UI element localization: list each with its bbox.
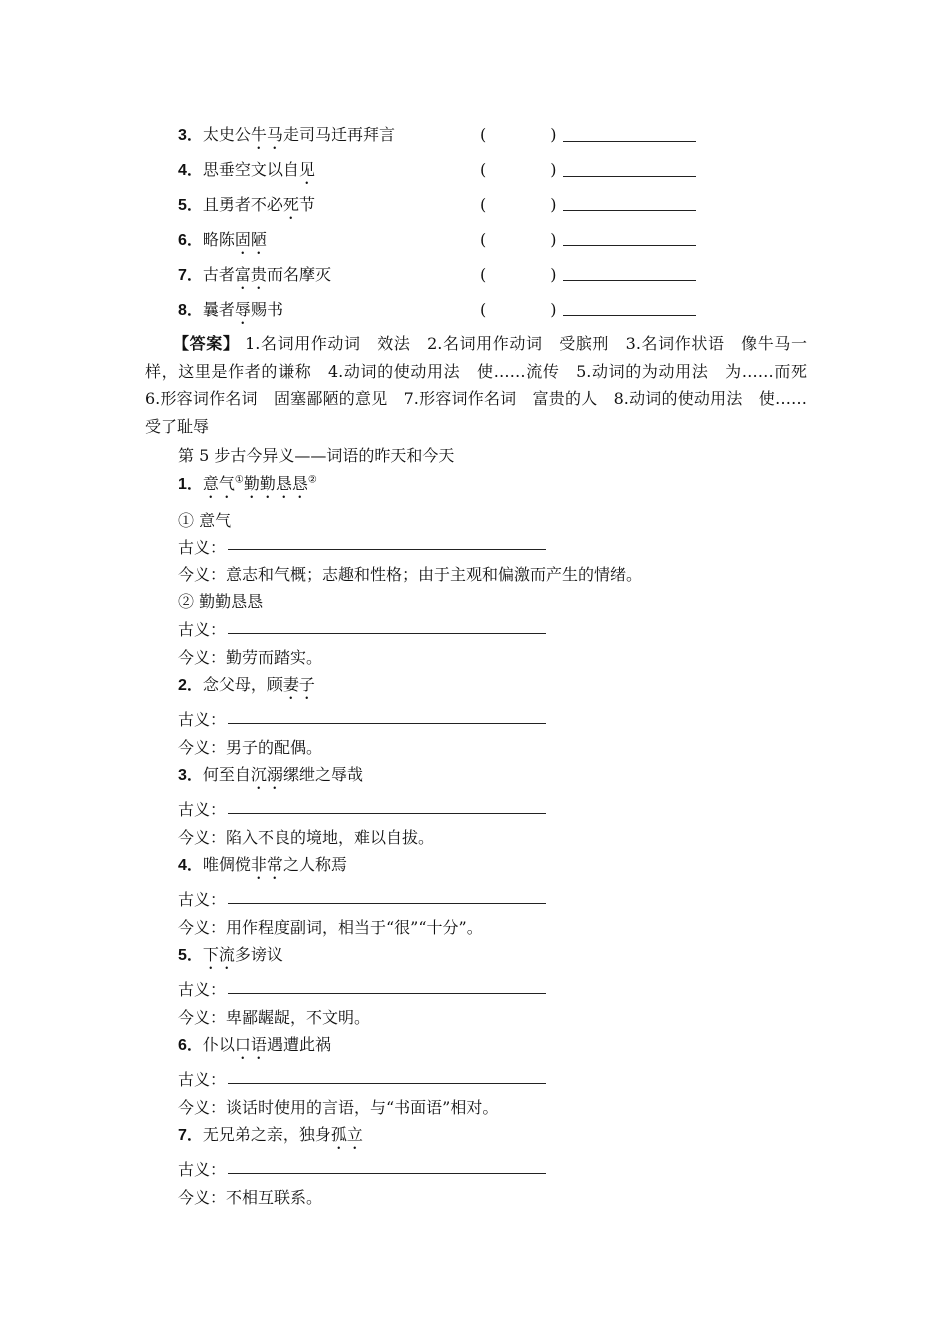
item-heading bbox=[178, 1032, 331, 1063]
item-number: 5． bbox=[178, 197, 203, 214]
ancient-meaning-blank[interactable] bbox=[228, 633, 546, 634]
emphasized-word: 意气 bbox=[202, 474, 235, 493]
item-heading bbox=[178, 852, 347, 883]
item-number: 4． bbox=[178, 162, 203, 179]
sentence-text: 曩者 bbox=[202, 300, 235, 319]
item-heading bbox=[178, 672, 315, 703]
ancient-meaning-blank[interactable] bbox=[228, 723, 546, 724]
item-number: 3． bbox=[178, 767, 203, 784]
modern-meaning: 今义：陷入不良的境地，难以自拔。 bbox=[178, 828, 435, 847]
answer-blank[interactable] bbox=[563, 141, 696, 142]
emphasized-word: 死 bbox=[282, 195, 299, 214]
sub-item-label: ① 意气 bbox=[178, 511, 232, 530]
answer-paren[interactable]: ( ) bbox=[480, 230, 557, 249]
emphasized-word: 妻子 bbox=[282, 675, 315, 694]
emphasized-word: 沉溺 bbox=[250, 765, 283, 784]
item-number: 4． bbox=[178, 857, 203, 874]
answer-blank[interactable] bbox=[563, 245, 696, 246]
exercise-row bbox=[178, 262, 331, 293]
sentence-text: 缧绁之辱哉 bbox=[282, 765, 363, 784]
ancient-meaning-blank[interactable] bbox=[228, 813, 546, 814]
ancient-meaning-blank[interactable] bbox=[228, 1083, 546, 1084]
modern-meaning: 今义：不相互联系。 bbox=[178, 1188, 323, 1207]
ancient-meaning-label: 古义： bbox=[178, 538, 227, 557]
footnote-mark: ② bbox=[307, 474, 317, 486]
emphasized-word: 牛马 bbox=[250, 125, 283, 144]
ancient-meaning-blank[interactable] bbox=[228, 903, 546, 904]
ancient-meaning-blank[interactable] bbox=[228, 549, 546, 550]
sentence-text: 何至自 bbox=[202, 765, 251, 784]
sentence-text: 唯倜傥 bbox=[202, 855, 251, 874]
answer-blank[interactable] bbox=[563, 176, 696, 177]
ancient-meaning-blank[interactable] bbox=[228, 1173, 546, 1174]
exercise-row bbox=[178, 192, 315, 223]
sentence-text: 赐书 bbox=[250, 300, 283, 319]
emphasized-word: 固陋 bbox=[234, 230, 267, 249]
emphasized-word: 勤勤恳恳 bbox=[243, 474, 308, 493]
answer-paren[interactable]: ( ) bbox=[480, 125, 557, 144]
exercise-row bbox=[178, 122, 395, 153]
item-heading bbox=[178, 471, 317, 502]
item-number: 5． bbox=[178, 947, 203, 964]
sentence-text: 仆以 bbox=[202, 1035, 235, 1054]
sub-item-label: ② 勤勤恳恳 bbox=[178, 592, 264, 611]
ancient-meaning-blank[interactable] bbox=[228, 993, 546, 994]
sentence-text: 思垂空文以自 bbox=[202, 160, 299, 179]
ancient-meaning-label: 古义： bbox=[178, 1070, 227, 1089]
sentence-text: 节 bbox=[298, 195, 315, 214]
ancient-meaning-label: 古义： bbox=[178, 980, 227, 999]
answer-paren[interactable]: ( ) bbox=[480, 265, 557, 284]
ancient-meaning-label: 古义： bbox=[178, 800, 227, 819]
sentence-text: 且勇者不必 bbox=[202, 195, 283, 214]
item-number: 7． bbox=[178, 1127, 203, 1144]
ancient-meaning-label: 古义： bbox=[178, 710, 227, 729]
item-heading bbox=[178, 1122, 363, 1153]
emphasized-word: 孤立 bbox=[330, 1125, 363, 1144]
sentence-text: 古者 bbox=[202, 265, 235, 284]
sentence-text: 之人称焉 bbox=[282, 855, 347, 874]
exercise-row bbox=[178, 227, 267, 258]
sentence-text: 无兄弟之亲，独身 bbox=[202, 1125, 331, 1144]
answer-paren[interactable]: ( ) bbox=[480, 300, 557, 319]
answer-paragraph bbox=[145, 330, 824, 440]
answer-paren[interactable]: ( ) bbox=[480, 195, 557, 214]
sentence-text: 念父母，顾 bbox=[202, 675, 283, 694]
item-heading bbox=[178, 942, 283, 973]
ancient-meaning-label: 古义： bbox=[178, 1160, 227, 1179]
modern-meaning: 今义：谈话时使用的言语，与“书面语”相对。 bbox=[178, 1098, 499, 1117]
answer-paren[interactable]: ( ) bbox=[480, 160, 557, 179]
emphasized-word: 见 bbox=[298, 160, 315, 179]
exercise-row bbox=[178, 297, 283, 328]
section-title: 第 5 步古今异义——词语的昨天和今天 bbox=[178, 446, 455, 465]
sentence-text: 而名摩灭 bbox=[266, 265, 331, 284]
modern-meaning: 今义：男子的配偶。 bbox=[178, 738, 323, 757]
exercise-row bbox=[178, 157, 315, 188]
modern-meaning: 今义：卑鄙龌龊，不文明。 bbox=[178, 1008, 371, 1027]
sentence-text: 多谤议 bbox=[234, 945, 283, 964]
item-number: 6． bbox=[178, 1037, 203, 1054]
ancient-meaning-label: 古义： bbox=[178, 890, 227, 909]
item-number: 2． bbox=[178, 677, 203, 694]
emphasized-word: 下流 bbox=[202, 945, 235, 964]
sentence-text: 太史公 bbox=[202, 125, 251, 144]
footnote-mark: ① bbox=[234, 474, 244, 486]
sentence-text: 略陈 bbox=[202, 230, 235, 249]
item-number: 8． bbox=[178, 302, 203, 319]
sentence-text: 走司马迁再拜言 bbox=[282, 125, 395, 144]
modern-meaning: 今义：勤劳而踏实。 bbox=[178, 648, 323, 667]
item-heading bbox=[178, 762, 363, 793]
item-number: 6． bbox=[178, 232, 203, 249]
sentence-text: 遇遭此祸 bbox=[266, 1035, 331, 1054]
answer-blank[interactable] bbox=[563, 210, 696, 211]
emphasized-word: 富贵 bbox=[234, 265, 267, 284]
answer-blank[interactable] bbox=[563, 280, 696, 281]
emphasized-word: 辱 bbox=[234, 300, 251, 319]
emphasized-word: 非常 bbox=[250, 855, 283, 874]
modern-meaning: 今义：意志和气概；志趣和性格；由于主观和偏激而产生的情绪。 bbox=[178, 565, 643, 584]
emphasized-word: 口语 bbox=[234, 1035, 267, 1054]
item-number: 1． bbox=[178, 476, 203, 493]
modern-meaning: 今义：用作程度副词，相当于“很”“十分”。 bbox=[178, 918, 483, 937]
answer-blank[interactable] bbox=[563, 315, 696, 316]
answer-label: 【答案】 bbox=[173, 334, 240, 353]
answer-text: 1.名词用作动词 效法 2.名词用作动词 受膑刑 3.名词作状语 像牛马一样，这里是作者的谦称 4.动词的使动用法 使……流传 5.动词的为动用法 为……而死 6.形容词作名词 固塞鄙陋的意见 7.形容词作名词 富贵的人 8.动词的使动用法 使……受了耻辱 bbox=[145, 334, 824, 436]
item-number: 3． bbox=[178, 127, 203, 144]
item-number: 7． bbox=[178, 267, 203, 284]
ancient-meaning-label: 古义： bbox=[178, 620, 227, 639]
